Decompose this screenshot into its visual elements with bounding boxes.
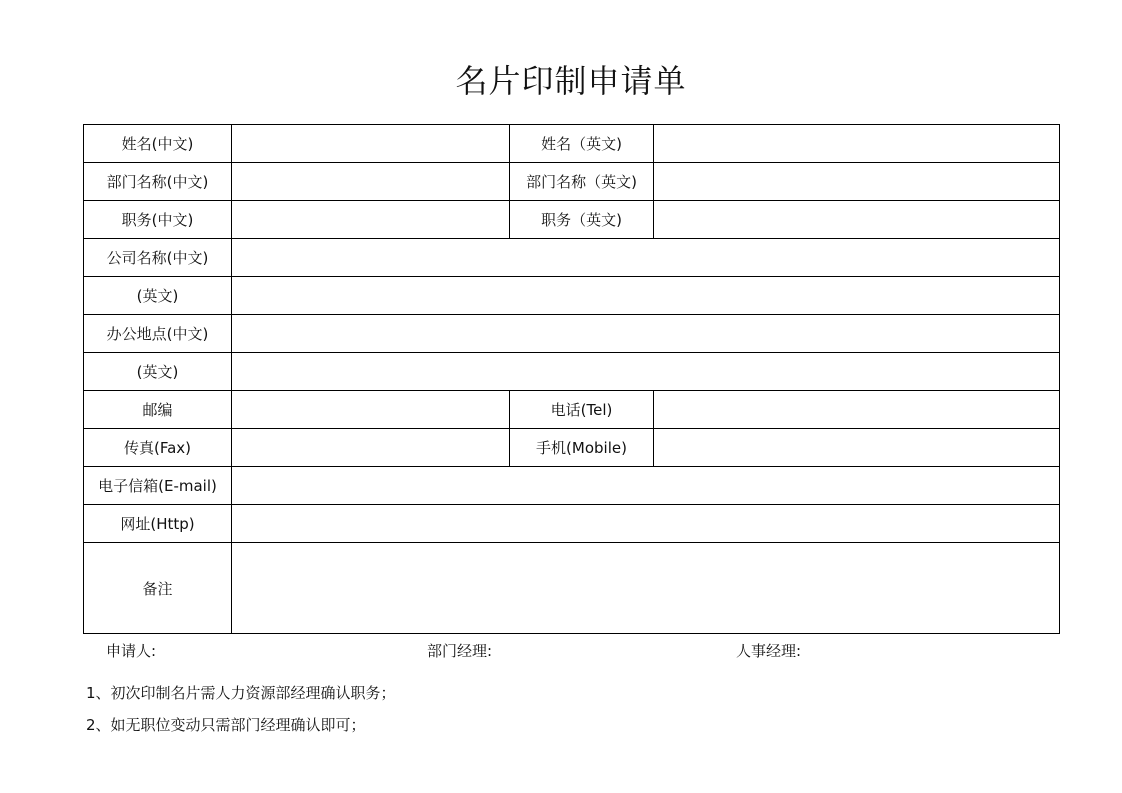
- label-tel: 电话(Tel): [510, 391, 654, 429]
- label-company-en: (英文): [84, 277, 232, 315]
- application-form: [83, 124, 1060, 634]
- signature-line: [0, 640, 1122, 662]
- form-row-email: [84, 467, 1060, 505]
- office-cn-field[interactable]: [232, 315, 1060, 353]
- note-item: 2、如无职位变动只需部门经理确认即可；: [86, 716, 366, 734]
- form-row-name: [84, 125, 1060, 163]
- form-row-remarks: [84, 543, 1060, 634]
- label-website: 网址(Http): [84, 505, 232, 543]
- label-postcode: 邮编: [84, 391, 232, 429]
- label-mobile: 手机(Mobile): [510, 429, 654, 467]
- applicant-label: 申请人:: [106, 642, 157, 660]
- form-row-fax-mobile: [84, 429, 1060, 467]
- label-office-en: (英文): [84, 353, 232, 391]
- label-name-en: 姓名（英文): [510, 125, 654, 163]
- label-name-cn: 姓名(中文): [84, 125, 232, 163]
- label-email: 电子信箱(E-mail): [84, 467, 232, 505]
- notes-list: [86, 683, 396, 747]
- office-en-field[interactable]: [232, 353, 1060, 391]
- form-row-office-en: [84, 353, 1060, 391]
- label-remarks: 备注: [84, 543, 232, 634]
- form-row-website: [84, 505, 1060, 543]
- label-dept-cn: 部门名称(中文): [84, 163, 232, 201]
- form-row-postcode-tel: [84, 391, 1060, 429]
- company-cn-field[interactable]: [232, 239, 1060, 277]
- remarks-field[interactable]: [232, 543, 1060, 634]
- form-row-office-cn: [84, 315, 1060, 353]
- company-en-field[interactable]: [232, 277, 1060, 315]
- dept-manager-label: 部门经理:: [427, 642, 493, 660]
- label-dept-en: 部门名称（英文): [510, 163, 654, 201]
- label-company-cn: 公司名称(中文): [84, 239, 232, 277]
- tel-field[interactable]: [654, 391, 1060, 429]
- website-field[interactable]: [232, 505, 1060, 543]
- name-en-field[interactable]: [654, 125, 1060, 163]
- form-row-job-title: [84, 201, 1060, 239]
- label-fax: 传真(Fax): [84, 429, 232, 467]
- form-row-company-en: [84, 277, 1060, 315]
- title-en-field[interactable]: [654, 201, 1060, 239]
- form-row-company-cn: [84, 239, 1060, 277]
- label-office-cn: 办公地点(中文): [84, 315, 232, 353]
- postcode-field[interactable]: [232, 391, 510, 429]
- mobile-field[interactable]: [654, 429, 1060, 467]
- hr-manager-label: 人事经理:: [736, 642, 802, 660]
- form-row-department: [84, 163, 1060, 201]
- note-item: 1、初次印制名片需人力资源部经理确认职务；: [86, 684, 396, 702]
- dept-en-field[interactable]: [654, 163, 1060, 201]
- title-cn-field[interactable]: [232, 201, 510, 239]
- page-title: 名片印制申请单: [455, 62, 687, 100]
- label-title-cn: 职务(中文): [84, 201, 232, 239]
- email-field[interactable]: [232, 467, 1060, 505]
- dept-cn-field[interactable]: [232, 163, 510, 201]
- fax-field[interactable]: [232, 429, 510, 467]
- name-cn-field[interactable]: [232, 125, 510, 163]
- label-title-en: 职务（英文): [510, 201, 654, 239]
